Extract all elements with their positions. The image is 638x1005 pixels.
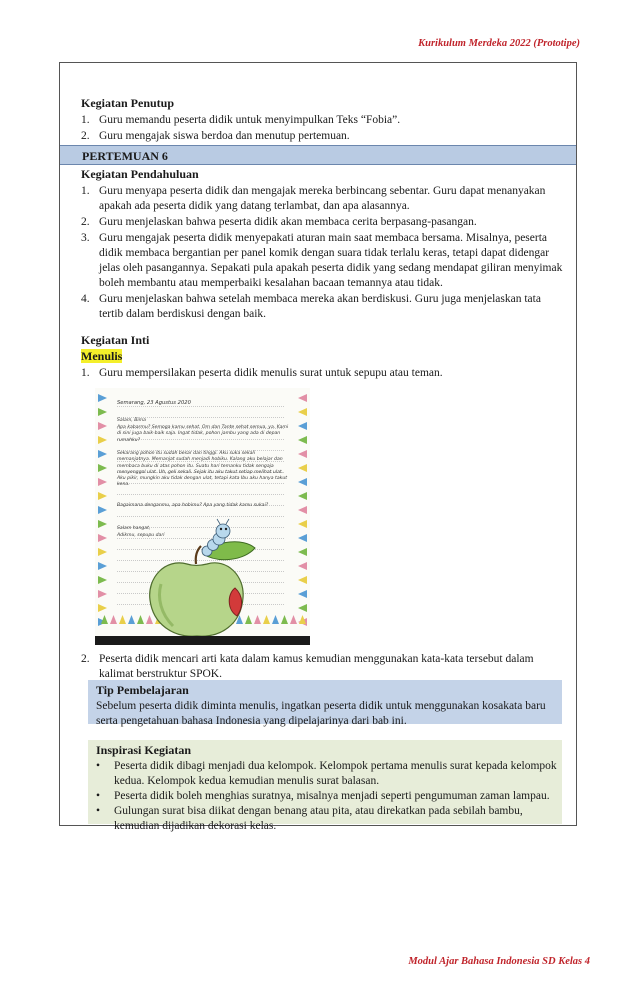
list-text: Guru mengajak peserta didik menyepakati aturan main saat membaca bersama. Misalnya, peserta didik membaca bergantian per panel komik dengan suara tidak terlalu keras, tetapi dapat didengar jelas oleh pasangannya. Sepakati pula apakah peserta didik yang sedang mendapat giliran menyimak boleh membantu atau memperbaiki kesalahan bacaan temannya atau tidak. xyxy=(99,232,563,289)
list-item xyxy=(81,292,563,322)
list-number: 2. xyxy=(81,130,90,142)
pertemuan-band xyxy=(60,145,576,165)
list-item xyxy=(81,113,561,128)
letter-paragraph-3: Bagaimana denganmu, apa hobimu? Apa yang tidak kamu sukai? xyxy=(117,503,269,508)
bullet: • xyxy=(96,790,101,802)
list-number: 3. xyxy=(81,232,90,244)
list-text: Peserta didik dibagi menjadi dua kelompok. Kelompok pertama menulis surat kepada kelompok kedua. Kelompok kedua kemudian menulis surat balasan. xyxy=(114,760,557,787)
list-item xyxy=(81,366,561,381)
list-text: Guru mempersilakan peserta didik menulis surat untuk sepupu atau teman. xyxy=(99,367,443,379)
letter-date: Semarang, 23 Agustus 2020 xyxy=(117,400,191,406)
list-number: 4. xyxy=(81,293,90,305)
inspirasi-title: Inspirasi Kegiatan xyxy=(96,743,192,757)
list-item xyxy=(96,789,558,804)
tip-box xyxy=(88,680,562,727)
pendahuluan-list xyxy=(81,184,563,323)
letter-paragraph-1: Apa kabarmu? Semoga kamu sehat. Om dan Tante sehat semua, ya. Kami di sini juga baik-baik saja. Ingat tidak, pohon jambu yang ada di depan rumahku? xyxy=(117,425,289,443)
module-footer: Modul Ajar Bahasa Indonesia SD Kelas 4 xyxy=(408,956,590,967)
list-item xyxy=(81,231,563,291)
letter-paragraph-2: Sekarang pohon itu sudah besar dan tinggi. Aku suka sekali memanjatnya. Memanjat sudah menjadi hobiku. Kalang aku belajar dan membaca buku di atas pohon itu. Suatu hari temanku tidak sengaja menyenggol ulat. Uh, geli sekali. Sejak itu aku takut setiap melihat ulat. Aku pikir, mungkin aku tidak dengan ulat, tetapi kata Ibu aku hanya takut kena. xyxy=(117,451,288,488)
list-text: Guru mengajak siswa berdoa dan menutup pertemuan. xyxy=(99,130,350,142)
pendahuluan-title: Kegiatan Pendahuluan xyxy=(81,167,199,181)
list-text: Guru memandu peserta didik untuk menyimpulkan Teks “Fobia”. xyxy=(99,114,401,126)
menulis-heading: Menulis xyxy=(81,349,123,363)
list-number: 1. xyxy=(81,114,90,126)
list-text: Peserta didik boleh menghias suratnya, misalnya menjadi seperti pengumuman zaman lampau. xyxy=(114,790,550,802)
inti-list-1 xyxy=(81,366,561,382)
letter-closing-1: Salam hangat, xyxy=(117,526,151,531)
list-text: Gulungan surat bisa diikat dengan benang atau pita, atau direkatkan pada sebilah bambu, kemudian dijadikan dekorasi kelas. xyxy=(114,805,523,832)
tip-text: Sebelum peserta didik diminta menulis, ingatkan peserta didik untuk menggunakan kosakata baru serta pengetahuan bahasa Indonesia yang dipelajarinya dari bab ini. xyxy=(96,700,546,727)
inti-title: Kegiatan Inti xyxy=(81,333,150,347)
illustration-bottom-bar xyxy=(95,636,310,645)
list-item xyxy=(81,129,561,144)
list-text: Peserta didik mencari arti kata dalam kamus kemudian menggunakan kata-kata tersebut dalam kalimat berstruktur SPOK. xyxy=(99,653,534,680)
penutup-list xyxy=(81,113,561,145)
list-number: 1. xyxy=(81,367,90,379)
list-item xyxy=(96,759,558,789)
list-text: Guru menjelaskan bahwa peserta didik akan membaca cerita berpasang-pasangan. xyxy=(99,216,477,228)
list-item xyxy=(81,184,563,214)
inti-list-2 xyxy=(81,652,561,683)
pertemuan-label: PERTEMUAN 6 xyxy=(82,149,168,163)
list-item xyxy=(81,215,563,230)
apple-caterpillar-drawing xyxy=(95,388,310,645)
letter-closing-2: Adikmu, sepupu dari xyxy=(117,533,165,538)
list-number: 1. xyxy=(81,185,90,197)
list-item xyxy=(96,804,558,834)
list-item xyxy=(81,652,561,682)
tip-title: Tip Pembelajaran xyxy=(96,683,189,697)
letter-greeting: Salam, Bima xyxy=(117,418,146,423)
list-text: Guru menyapa peserta didik dan mengajak mereka berbincang sebentar. Guru dapat menanyakan apakah ada peserta didik yang datang terlambat, dan apa alasannya. xyxy=(99,185,546,212)
inspirasi-list xyxy=(96,759,558,834)
list-number: 2. xyxy=(81,216,90,228)
bullet: • xyxy=(96,805,101,817)
curriculum-header: Kurikulum Merdeka 2022 (Prototipe) xyxy=(418,38,580,49)
list-text: Guru menjelaskan bahwa setelah membaca mereka akan berdiskusi. Guru juga menjelaskan tata tertib dalam berdiskusi dengan baik. xyxy=(99,293,541,320)
list-number: 2. xyxy=(81,653,90,665)
penutup-title: Kegiatan Penutup xyxy=(81,96,175,110)
letter-illustration xyxy=(95,388,310,645)
bullet: • xyxy=(96,760,101,772)
inspirasi-box xyxy=(88,740,562,832)
